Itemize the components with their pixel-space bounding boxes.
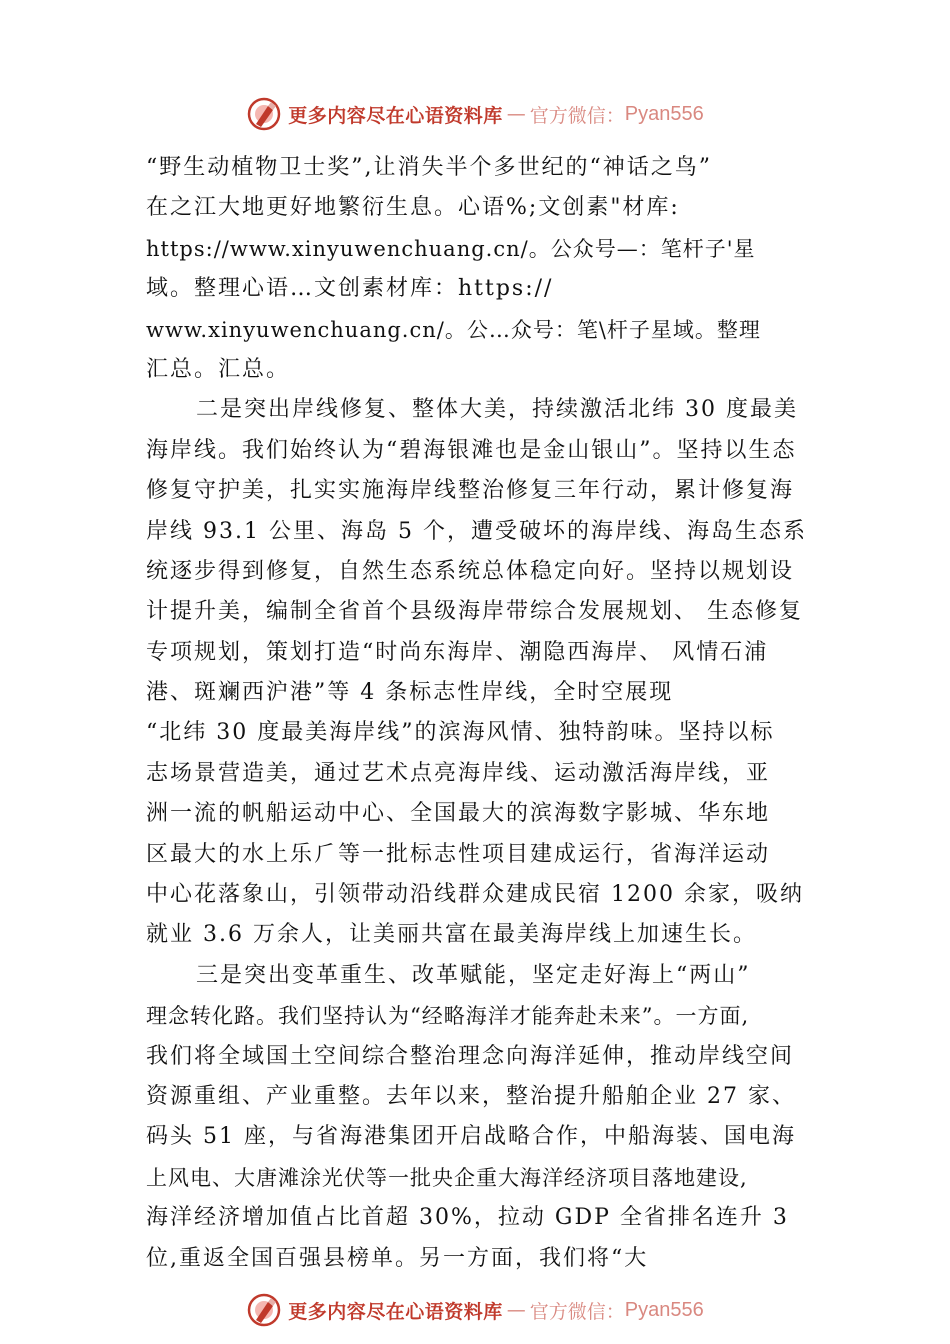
document-body — [146, 148, 836, 1279]
footer-watermark-banner — [0, 1290, 950, 1330]
body-line: 统逐步得到修复，自然生态系统总体稳定向好。坚持以规划设 — [146, 558, 795, 584]
banner-dash: — — [506, 103, 526, 125]
body-line: 海洋经济增加值占比首超 30%，拉动 GDP 全省排名连升 3 — [146, 1205, 789, 1231]
body-line: 计提升美，编制全省首个县级海岸带综合发展规划、 生态修复 — [146, 599, 803, 625]
pen-nib-logo-icon — [246, 1292, 282, 1328]
banner-slogan: 更多内容尽在心语资料库 — [288, 1300, 503, 1323]
body-line: 专项规划，策划打造“时尚东海岸、潮隐西海岸、 风情石浦 — [146, 639, 769, 665]
body-line: “野生动植物卫士奖”,让消失半个多世纪的“神话之鸟” — [146, 155, 712, 180]
body-line: 区最大的水上乐⺁等一批标志性项目建成运行，省海洋运动 — [146, 841, 771, 867]
pen-nib-logo-icon — [246, 96, 282, 132]
body-line: 码头 51 座，与省海港集团开启战略合作，中船海装、国电海 — [146, 1124, 796, 1150]
body-line: 中心花落象山，引领带动沿线群众建成民宿 1200 余家，吸纳 — [146, 882, 804, 908]
body-line: 上风电、大唐滩涂光伏等一批央企重大海洋经济项目落地建设, — [146, 1165, 748, 1190]
banner-wechat-id: Pyan556 — [624, 1298, 704, 1321]
body-line: 三是突出变革重生、改革赋能，坚定走好海上“两山” — [196, 962, 751, 988]
body-line: 我们将全域国土空间综合整治理念向海洋延伸，推动岸线空间 — [146, 1043, 795, 1069]
body-line: 位,重返全国百强县榜单。另一方面，我们将“大 — [146, 1245, 649, 1271]
body-line: 海岸线。我们始终认为“碧海银滩也是金山银山”。坚持以生态 — [146, 437, 797, 463]
body-line: 港、斑斓西沪港”等 4 条标志性岸线，全时空展现 — [146, 680, 674, 706]
body-line: 资源重组、产业重整。去年以来，整治提升船舶企业 27 家、 — [146, 1083, 796, 1109]
body-line: 志场景营造美，通过艺术点亮海岸线、运动激活海岸线，亚 — [146, 760, 771, 786]
body-line: 二是突出岸线修复、整体大美，持续激活北纬 30 度最美 — [196, 397, 798, 423]
body-line: 理念转化路。我们坚持认为“经略海洋才能奔赴未来”。一方面, — [146, 1004, 750, 1029]
body-line: 岸线 93.1 公里、海岛 5 个，遭受破坏的海岸线、海岛生态系 — [146, 518, 807, 544]
banner-dash: — — [506, 1299, 526, 1321]
body-line: 在之江大地更好地繁衍生息。心语%;文创素"材库: — [146, 195, 680, 221]
banner-slogan: 更多内容尽在心语资料库 — [288, 104, 503, 127]
banner-wechat-id: Pyan556 — [624, 102, 704, 125]
banner-wechat-label: 官方微信： — [529, 104, 625, 127]
body-line: www.xinyuwenchuang.cn/。公…众号：笔\杆子星域。整理 — [146, 317, 761, 342]
body-line: 就业 3.6 万余人，让美丽共富在最美海岸线上加速生长。 — [146, 922, 757, 948]
body-line: 洲一流的帆船运动中心、全国最大的滨海数字影城、华东地 — [146, 801, 771, 827]
banner-wechat-label: 官方微信： — [529, 1300, 625, 1323]
body-line: https://www.xinyuwenchuang.cn/。公众号—：笔杆子'星 — [146, 236, 756, 261]
body-line: 域。整理心语…文创素材库：https:// — [146, 276, 554, 302]
header-watermark-banner — [0, 94, 950, 134]
body-line: 修复守护美，扎实实施海岸线整治修复三年行动，累计修复海 — [146, 478, 795, 504]
body-line: “北纬 30 度最美海岸线”的滨海风情、独特韵味。坚持以标 — [146, 720, 775, 746]
body-line: 汇总。汇总。 — [146, 356, 291, 382]
